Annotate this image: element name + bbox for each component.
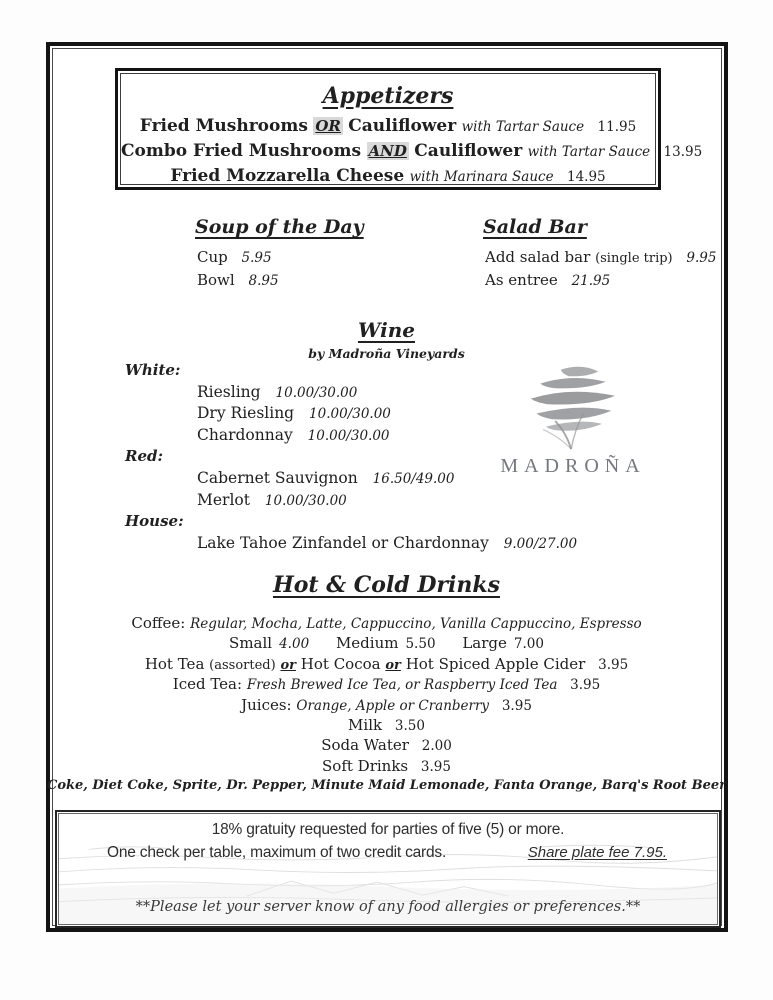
item-name: Soft Drinks [322,756,409,775]
item-name: Juices: [241,695,292,714]
price: 3.95 [501,697,532,714]
item-name: Cauliflower [348,116,457,136]
item-name: Add salad bar [485,248,591,266]
price: 9.00/27.00 [503,535,578,552]
price: 10.00/30.00 [275,384,358,401]
price: 21.95 [571,273,611,289]
wine-title: Wine [358,318,415,342]
price: 3.50 [394,717,425,734]
item-name: Coffee: [131,614,186,632]
menu-item-soda-water [0,735,773,755]
salad-title: Salad Bar [483,216,587,238]
price: 8.95 [248,273,279,289]
menu-item-coffee [0,613,773,633]
soup-section [195,216,364,292]
item-name: Fried Mushrooms [139,116,308,136]
price: 11.95 [597,119,637,135]
item-name: Bowl [197,271,235,289]
madrona-logo [488,364,658,478]
item-name: Cauliflower [414,141,523,161]
item-name: Merlot [197,490,250,509]
item-detail: Orange, Apple or Cranberry [296,697,490,714]
price: 10.00/30.00 [309,406,391,423]
item-name: Soda Water [321,736,409,755]
size-small: Small 4.00 [229,634,310,653]
item-name: Hot Cocoa [300,654,381,673]
item-name: Combo Fried Mushrooms [121,141,362,161]
size-large: Large 7.00 [462,634,544,653]
check-policy-notice: One check per table, maximum of two credit cards. [107,844,447,861]
menu-item-add-salad-bar [485,246,716,269]
madrona-tree-icon [512,364,634,450]
menu-item-milk [0,715,773,735]
price: 10.00/30.00 [264,492,347,509]
price: 3.95 [420,758,451,775]
price: 2.00 [421,738,452,755]
item-detail: Fresh Brewed Ice Tea, or Raspberry Iced Tea [246,677,558,694]
menu-item-fried-mushrooms-or-cauliflower [121,114,655,139]
menu-item-iced-tea [0,674,773,694]
menu-item-bowl [197,269,364,292]
item-note: with Tartar Sauce [527,144,651,160]
menu-item-merlot [125,490,565,512]
menu-item-as-entree [485,269,716,292]
item-conjunction: OR [315,117,341,135]
or-conjunction: or [385,657,401,673]
or-conjunction: or [280,657,297,673]
menu-item-juices [0,695,773,715]
item-note: (assorted) [209,657,276,673]
wine-group-white: White: [125,361,181,379]
item-name: Iced Tea: [172,675,243,694]
notice-section [55,810,721,928]
appetizers-section [115,68,703,190]
menu-item-fried-mozzarella-cheese [121,164,655,189]
item-name: Dry Riesling [197,404,295,423]
item-name: Fried Mozzarella Cheese [170,166,405,186]
appetizers-box-inner [120,73,703,186]
appetizers-title: Appetizers [322,83,454,109]
item-name: Riesling [197,382,261,401]
allergy-notice: **Please let your server know of any food allergies or preferences.** [135,899,641,915]
item-detail: Regular, Mocha, Latte, Cappuccino, Vanilla Cappuccino, Espresso [190,616,642,632]
gratuity-notice: 18% gratuity requested for parties of five (5) or more. [211,821,565,838]
price: 9.95 [686,250,717,266]
price: 14.95 [567,169,606,185]
wine-group-house: House: [125,512,184,531]
item-name: Hot Spiced Apple Cider [405,654,586,673]
price: 3.95 [598,656,629,673]
item-name: Hot Tea [144,654,205,673]
madrona-brand-text: MADROÑA [500,455,646,477]
item-conjunction: AND [368,142,407,160]
item-name: As entree [485,271,558,289]
coffee-sizes [0,633,773,653]
price: 4.00 [279,636,310,653]
item-name: Cup [197,248,228,266]
soup-title: Soup of the Day [195,216,364,238]
notice-box-inner [58,813,718,925]
wine-subtitle: by Madroña Vineyards [308,346,465,361]
menu-item-combo-fried-mushrooms-and-cauliflower [121,139,703,164]
menu-item-hot-tea-cocoa-cider [0,654,773,674]
item-name: Chardonnay [197,425,293,444]
menu-item-soft-drinks [0,756,773,776]
share-plate-fee: Share plate fee 7.95. [527,844,667,861]
wine-group-red: Red: [125,447,164,466]
price: 5.50 [405,636,436,653]
price: 10.00/30.00 [307,427,390,444]
drinks-title: Hot & Cold Drinks [272,572,501,598]
price: 7.00 [513,636,544,653]
salad-section [483,216,716,292]
price: 13.95 [663,144,703,160]
item-note: with Marinara Sauce [409,169,554,185]
price: 5.95 [241,250,272,266]
drinks-list [0,613,773,797]
menu-item-lake-tahoe-zinfandel-or-chardonnay [125,533,578,555]
price: 3.95 [570,677,601,694]
item-note: with Tartar Sauce [461,119,585,135]
price: 16.50/49.00 [372,470,455,487]
item-name: Cabernet Sauvignon [197,468,358,487]
soft-drinks-brands: Coke, Diet Coke, Sprite, Dr. Pepper, Minute Maid Lemonade, Fanta Orange, Barq's Root Beer [47,778,726,794]
item-name: Lake Tahoe Zinfandel or Chardonnay [197,533,489,552]
item-name: Milk [348,715,383,734]
size-medium: Medium 5.50 [335,634,436,653]
menu-item-cup [197,246,364,269]
item-note: (single trip) [595,251,673,266]
